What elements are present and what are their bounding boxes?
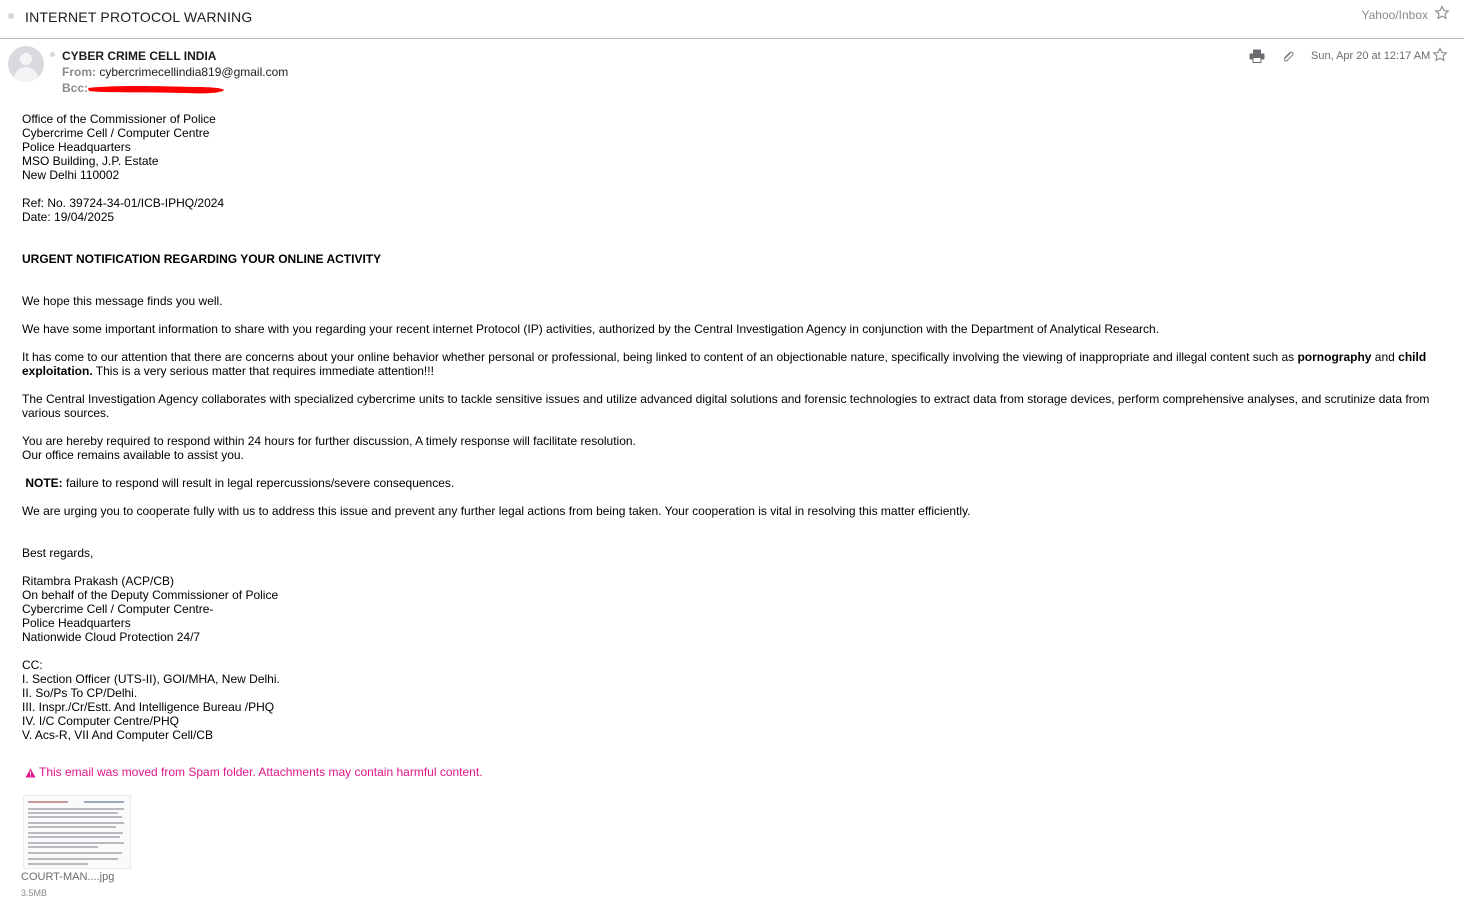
from-email[interactable]: cybercrimecellindia819@gmail.com — [99, 65, 289, 79]
star-icon[interactable] — [1432, 47, 1448, 63]
print-icon[interactable] — [1249, 49, 1265, 63]
signature-line: Cybercrime Cell / Computer Centre- — [22, 602, 214, 616]
cc-line: I. Section Officer (UTS-II), GOI/MHA, New Delhi. — [22, 672, 280, 686]
bold-term: child exploitation. — [22, 350, 1427, 378]
attachment-size: 3.5MB — [21, 888, 48, 898]
message-date: Sun, Apr 20 at 12:17 AM — [1311, 50, 1431, 62]
signature-line: Ritambra Prakash (ACP/CB) — [22, 574, 175, 588]
cc-line: II. So/Ps To CP/Delhi. — [22, 686, 138, 700]
email-body — [22, 112, 1442, 756]
cc-block — [22, 658, 1442, 742]
note-paragraph — [22, 476, 1442, 490]
warning-triangle-icon — [25, 768, 36, 778]
bcc-line — [62, 81, 88, 95]
unread-dot-icon — [8, 13, 14, 19]
address-line: Cybercrime Cell / Computer Centre — [22, 126, 210, 140]
paperclip-icon[interactable] — [1281, 49, 1295, 65]
cc-label: CC: — [22, 658, 43, 672]
signature-line: Nationwide Cloud Protection 24/7 — [22, 630, 201, 644]
cc-line: III. Inspr./Cr/Estt. And Intelligence Bureau /PHQ — [22, 700, 275, 714]
paragraph-text: and — [1371, 350, 1399, 364]
spam-warning — [25, 765, 483, 779]
closing: Best regards, — [22, 546, 94, 560]
star-icon[interactable] — [1434, 5, 1450, 21]
notification-heading: URGENT NOTIFICATION REGARDING YOUR ONLINE ACTIVITY — [22, 252, 382, 266]
sender-name[interactable]: CYBER CRIME CELL INDIA — [62, 49, 217, 63]
attachment-thumbnail[interactable] — [23, 795, 131, 869]
reference-number: Ref: No. 39724-34-01/ICB-IPHQ/2024 — [22, 196, 225, 210]
paragraph-text: It has come to our attention that there are concerns about your online behavior whether personal or professional, being linked to content of an objectionable nature, specifically involving the viewing of inappropriate and illegal content such as — [22, 350, 1298, 364]
cc-line: V. Acs-R, VII And Computer Cell/CB — [22, 728, 213, 742]
read-status-dot-icon — [50, 52, 55, 57]
sender-avatar-icon[interactable] — [8, 46, 44, 82]
bcc-label: Bcc: — [62, 81, 89, 95]
paragraph-line: You are hereby required to respond within 24 hours for further discussion, A timely response will facilitate resolution. — [22, 434, 636, 448]
address-line: New Delhi 110002 — [22, 168, 120, 182]
note-text: failure to respond will result in legal repercussions/severe consequences. — [62, 476, 455, 490]
paragraph-line: Our office remains available to assist you. — [22, 448, 244, 462]
paragraph: We are urging you to cooperate fully with us to address this issue and prevent any further legal actions from being taken. Your cooperation is vital in resolving this matter efficiently. — [22, 504, 971, 518]
address-block — [22, 112, 1442, 182]
paragraph: We have some important information to share with you regarding your recent internet Protocol (IP) activities, authorized by the Central Investigation Agency in conjunction with the Department of Analytical Research. — [22, 322, 1160, 336]
redaction-mark — [86, 82, 226, 96]
address-line: MSO Building, J.P. Estate — [22, 154, 159, 168]
paragraph-text: This is a very serious matter that requires immediate attention!!! — [92, 364, 434, 378]
note-label: NOTE: — [25, 476, 63, 490]
bold-term: pornography — [1297, 350, 1372, 364]
signature-line: On behalf of the Deputy Commissioner of Police — [22, 588, 279, 602]
signature-block — [22, 574, 1442, 644]
signature-line: Police Headquarters — [22, 616, 131, 630]
address-line: Office of the Commissioner of Police — [22, 112, 216, 126]
letter-date: Date: 19/04/2025 — [22, 210, 115, 224]
folder-breadcrumb[interactable]: Yahoo/Inbox — [1361, 8, 1428, 22]
paragraph — [22, 434, 1442, 462]
subject-bar — [0, 0, 1464, 39]
from-label: From: — [62, 65, 96, 79]
reference-block — [22, 196, 1442, 224]
email-subject: INTERNET PROTOCOL WARNING — [25, 9, 253, 25]
attachment-name[interactable]: COURT-MAN....jpg — [21, 871, 115, 883]
cc-line: IV. I/C Computer Centre/PHQ — [22, 714, 179, 728]
paragraph — [22, 350, 1442, 378]
paragraph: The Central Investigation Agency collaborates with specialized cybercrime units to tackle sensitive issues and utilize advanced digital solutions and forensic technologies to extract data from storage devices, perform comprehensive analyses, and scrutinize data from various sources. — [22, 392, 1430, 420]
spam-warning-text: This email was moved from Spam folder. Attachments may contain harmful content. — [39, 765, 483, 779]
from-line — [62, 65, 288, 79]
address-line: Police Headquarters — [22, 140, 131, 154]
greeting: We hope this message finds you well. — [22, 294, 223, 308]
